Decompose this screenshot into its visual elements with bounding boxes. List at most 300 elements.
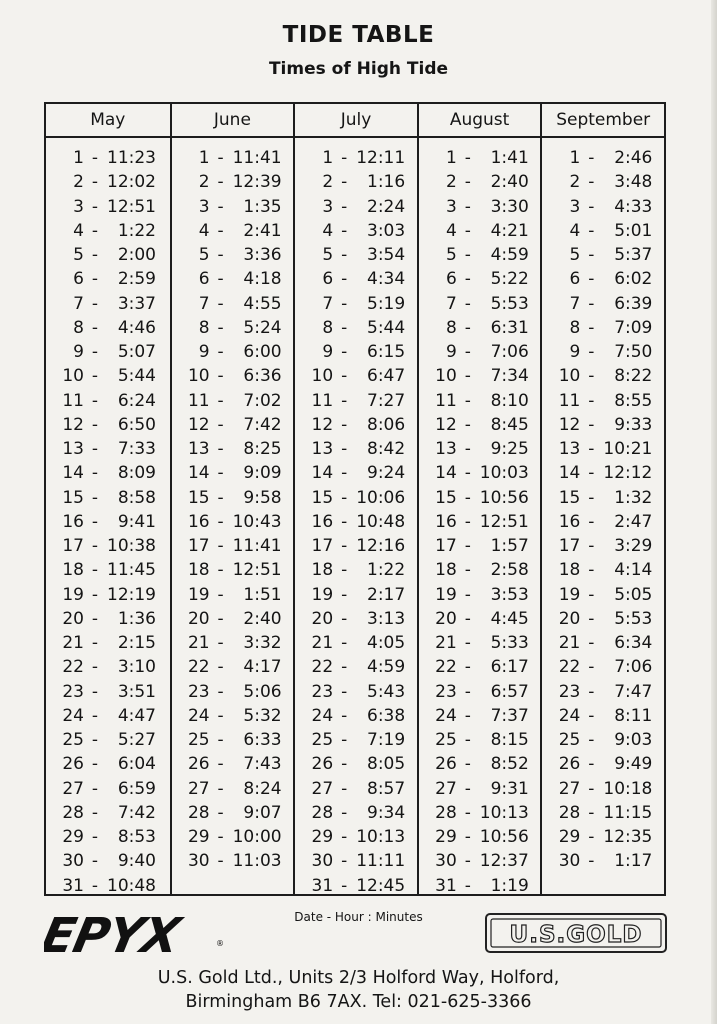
tide-time: 7:42 bbox=[243, 414, 282, 435]
tide-date: 10 bbox=[62, 366, 84, 387]
tide-time: 12:51 bbox=[479, 511, 529, 532]
tide-date: 29 bbox=[558, 827, 581, 847]
tide-time: 3:13 bbox=[367, 608, 406, 629]
tide-row bbox=[295, 680, 417, 704]
separator-dash: - bbox=[217, 439, 224, 459]
separator-dash: - bbox=[217, 148, 224, 168]
tide-row bbox=[295, 340, 417, 364]
tide-time: 12:19 bbox=[107, 584, 156, 605]
tide-date: 30 bbox=[311, 851, 334, 872]
tide-row bbox=[172, 849, 294, 873]
tide-row bbox=[172, 413, 294, 437]
tide-row bbox=[172, 267, 294, 291]
separator-dash: - bbox=[464, 633, 471, 653]
tide-row bbox=[419, 316, 541, 340]
tide-row bbox=[295, 801, 417, 825]
tide-time: 3:54 bbox=[367, 245, 406, 265]
tide-time: 6:33 bbox=[243, 730, 282, 750]
tide-date: 30 bbox=[62, 851, 84, 872]
separator-dash: - bbox=[341, 317, 348, 338]
tide-row bbox=[419, 146, 541, 170]
tide-row bbox=[172, 389, 294, 413]
tide-row bbox=[295, 389, 417, 413]
tide-row bbox=[46, 607, 170, 631]
separator-dash: - bbox=[588, 317, 595, 338]
tide-time: 10:03 bbox=[479, 463, 529, 484]
tide-time: 4:46 bbox=[117, 317, 156, 338]
separator-dash: - bbox=[341, 196, 348, 217]
tide-time: 8:06 bbox=[367, 414, 406, 435]
tide-date: 4 bbox=[73, 220, 84, 241]
tide-date: 12 bbox=[311, 414, 334, 435]
tide-row bbox=[172, 558, 294, 582]
tide-row bbox=[419, 243, 541, 267]
tide-date: 17 bbox=[435, 536, 457, 556]
tide-date: 17 bbox=[558, 536, 581, 556]
tide-date: 6 bbox=[322, 269, 334, 290]
tide-time: 7:42 bbox=[117, 802, 156, 823]
separator-dash: - bbox=[341, 220, 348, 241]
separator-dash: - bbox=[464, 560, 471, 581]
tide-date: 27 bbox=[62, 778, 84, 799]
tide-time: 8:05 bbox=[367, 754, 406, 775]
tide-row bbox=[419, 292, 541, 316]
tide-time: 7:06 bbox=[490, 342, 529, 362]
separator-dash: - bbox=[588, 633, 595, 653]
separator-dash: - bbox=[91, 414, 99, 435]
tide-time: 5:43 bbox=[367, 681, 406, 702]
tide-date: 21 bbox=[558, 633, 581, 653]
separator-dash: - bbox=[341, 148, 348, 168]
tide-date: 31 bbox=[311, 875, 334, 896]
tide-date: 14 bbox=[435, 463, 457, 484]
separator-dash: - bbox=[91, 633, 99, 653]
separator-dash: - bbox=[464, 220, 471, 241]
tide-row bbox=[419, 777, 541, 801]
tide-date: 30 bbox=[435, 851, 457, 872]
separator-dash: - bbox=[588, 681, 595, 702]
tide-date: 24 bbox=[435, 705, 457, 726]
tide-time: 8:55 bbox=[614, 390, 653, 411]
tide-time: 7:43 bbox=[243, 754, 282, 775]
tide-row bbox=[46, 558, 170, 582]
page-edge bbox=[711, 0, 717, 1024]
separator-dash: - bbox=[91, 754, 99, 775]
separator-dash: - bbox=[341, 269, 348, 290]
tide-date: 3 bbox=[73, 196, 84, 217]
tide-row bbox=[46, 461, 170, 485]
separator-dash: - bbox=[464, 511, 471, 532]
tide-time: 7:37 bbox=[490, 705, 529, 726]
tide-row bbox=[419, 195, 541, 219]
separator-dash: - bbox=[91, 681, 99, 702]
tide-time: 8:52 bbox=[490, 754, 529, 775]
tide-row bbox=[46, 195, 170, 219]
tide-time: 1:35 bbox=[243, 196, 282, 217]
month-header: June bbox=[172, 104, 294, 138]
tide-row bbox=[295, 292, 417, 316]
separator-dash: - bbox=[588, 463, 595, 484]
tide-date: 5 bbox=[569, 245, 581, 265]
tide-row bbox=[46, 752, 170, 776]
tide-time: 3:36 bbox=[243, 245, 282, 265]
tide-row bbox=[46, 655, 170, 679]
tide-time: 11:41 bbox=[232, 148, 282, 168]
separator-dash: - bbox=[217, 730, 224, 750]
tide-time: 6:02 bbox=[614, 269, 653, 290]
tide-time: 6:31 bbox=[490, 317, 529, 338]
separator-dash: - bbox=[217, 778, 224, 799]
tide-date: 14 bbox=[62, 463, 84, 484]
separator-dash: - bbox=[341, 536, 348, 556]
separator-dash: - bbox=[91, 560, 99, 581]
separator-dash: - bbox=[91, 342, 99, 362]
tide-time: 12:11 bbox=[356, 148, 406, 168]
separator-dash: - bbox=[217, 827, 224, 847]
separator-dash: - bbox=[588, 827, 595, 847]
tide-time: 3:37 bbox=[117, 293, 156, 314]
tide-time: 7:19 bbox=[367, 730, 406, 750]
tide-row bbox=[295, 607, 417, 631]
tide-row bbox=[46, 801, 170, 825]
tide-date: 16 bbox=[187, 511, 210, 532]
tide-time: 12:35 bbox=[603, 827, 653, 847]
separator-dash: - bbox=[464, 414, 471, 435]
tide-row bbox=[542, 437, 664, 461]
separator-dash: - bbox=[341, 778, 348, 799]
tide-date: 3 bbox=[445, 196, 457, 217]
tide-date: 2 bbox=[198, 172, 210, 193]
tide-time: 5:44 bbox=[117, 366, 156, 387]
separator-dash: - bbox=[217, 172, 224, 193]
separator-dash: - bbox=[217, 608, 224, 629]
separator-dash: - bbox=[588, 390, 595, 411]
tide-time: 5:33 bbox=[490, 633, 529, 653]
tide-date: 9 bbox=[322, 342, 334, 362]
tide-time: 5:44 bbox=[367, 317, 406, 338]
tide-date: 22 bbox=[62, 657, 84, 678]
tide-date: 28 bbox=[187, 802, 210, 823]
tide-date: 21 bbox=[311, 633, 334, 653]
tide-row bbox=[419, 510, 541, 534]
tide-date: 29 bbox=[435, 827, 457, 847]
separator-dash: - bbox=[217, 584, 224, 605]
tide-row bbox=[295, 655, 417, 679]
tide-time: 8:15 bbox=[490, 730, 529, 750]
separator-dash: - bbox=[341, 511, 348, 532]
separator-dash: - bbox=[464, 390, 471, 411]
tide-date: 23 bbox=[435, 681, 457, 702]
tide-row bbox=[542, 364, 664, 388]
separator-dash: - bbox=[464, 366, 471, 387]
tide-row bbox=[295, 316, 417, 340]
tide-time: 7:27 bbox=[367, 390, 406, 411]
tide-date: 4 bbox=[445, 220, 457, 241]
separator-dash: - bbox=[91, 851, 99, 872]
tide-date: 13 bbox=[558, 439, 581, 459]
separator-dash: - bbox=[588, 487, 595, 508]
tide-date: 11 bbox=[62, 390, 84, 411]
separator-dash: - bbox=[91, 220, 99, 241]
usgold-logo bbox=[484, 912, 668, 958]
tide-row bbox=[46, 340, 170, 364]
tide-date: 6 bbox=[569, 269, 581, 290]
tide-date: 2 bbox=[73, 172, 84, 193]
tide-time: 8:25 bbox=[243, 439, 282, 459]
tide-row bbox=[542, 534, 664, 558]
tide-time: 7:50 bbox=[614, 342, 653, 362]
tide-row bbox=[419, 340, 541, 364]
tide-date: 23 bbox=[62, 681, 84, 702]
tide-row bbox=[542, 655, 664, 679]
tide-row bbox=[295, 534, 417, 558]
separator-dash: - bbox=[91, 269, 99, 290]
separator-dash: - bbox=[91, 875, 99, 896]
separator-dash: - bbox=[341, 366, 348, 387]
tide-time: 5:06 bbox=[243, 681, 282, 702]
tide-time: 12:51 bbox=[232, 560, 282, 581]
tide-date: 25 bbox=[187, 730, 210, 750]
month-rows bbox=[419, 138, 541, 898]
tide-time: 9:31 bbox=[490, 778, 529, 799]
separator-dash: - bbox=[217, 414, 224, 435]
tide-date: 18 bbox=[187, 560, 210, 581]
tide-date: 11 bbox=[311, 390, 334, 411]
month-header: August bbox=[419, 104, 541, 138]
tide-date: 7 bbox=[73, 293, 84, 314]
separator-dash: - bbox=[464, 730, 471, 750]
separator-dash: - bbox=[588, 657, 595, 678]
tide-row bbox=[295, 219, 417, 243]
tide-date: 29 bbox=[311, 827, 334, 847]
tide-time: 5:32 bbox=[243, 705, 282, 726]
tide-time: 10:21 bbox=[603, 439, 653, 459]
tide-time: 10:00 bbox=[232, 827, 282, 847]
tide-date: 10 bbox=[311, 366, 334, 387]
tide-row bbox=[419, 413, 541, 437]
tide-time: 12:39 bbox=[232, 172, 282, 193]
tide-time: 5:53 bbox=[490, 293, 529, 314]
tide-time: 4:47 bbox=[117, 705, 156, 726]
tide-row bbox=[542, 607, 664, 631]
tide-row bbox=[542, 558, 664, 582]
separator-dash: - bbox=[588, 705, 595, 726]
tide-row bbox=[295, 631, 417, 655]
tide-time: 7:33 bbox=[117, 439, 156, 459]
tide-time: 1:57 bbox=[490, 536, 529, 556]
tide-date: 24 bbox=[187, 705, 210, 726]
tide-time: 8:10 bbox=[490, 390, 529, 411]
separator-dash: - bbox=[464, 875, 471, 896]
tide-time: 4:34 bbox=[367, 269, 406, 290]
separator-dash: - bbox=[217, 802, 224, 823]
separator-dash: - bbox=[464, 584, 471, 605]
tide-row bbox=[295, 267, 417, 291]
tide-table bbox=[44, 102, 666, 896]
tide-time: 11:11 bbox=[356, 851, 406, 872]
tide-time: 7:02 bbox=[243, 390, 282, 411]
tide-time: 1:22 bbox=[367, 560, 406, 581]
tide-time: 6:59 bbox=[117, 778, 156, 799]
tide-date: 3 bbox=[322, 196, 334, 217]
tide-time: 6:34 bbox=[614, 633, 653, 653]
separator-dash: - bbox=[341, 875, 348, 896]
tide-time: 4:59 bbox=[490, 245, 529, 265]
tide-date: 3 bbox=[569, 196, 581, 217]
month-rows bbox=[542, 138, 664, 874]
tide-row bbox=[46, 486, 170, 510]
tide-row bbox=[419, 631, 541, 655]
tide-date: 27 bbox=[311, 778, 334, 799]
tide-row bbox=[46, 170, 170, 194]
tide-date: 20 bbox=[187, 608, 210, 629]
separator-dash: - bbox=[217, 705, 224, 726]
tide-date: 18 bbox=[311, 560, 334, 581]
tide-date: 8 bbox=[198, 317, 210, 338]
separator-dash: - bbox=[217, 196, 224, 217]
tide-time: 6:24 bbox=[117, 390, 156, 411]
separator-dash: - bbox=[588, 536, 595, 556]
tide-date: 25 bbox=[558, 730, 581, 750]
tide-date: 4 bbox=[198, 220, 210, 241]
month-header: May bbox=[46, 104, 170, 138]
tide-row bbox=[46, 680, 170, 704]
tide-date: 30 bbox=[558, 851, 581, 872]
tide-row bbox=[46, 777, 170, 801]
tide-row bbox=[295, 486, 417, 510]
tide-date: 2 bbox=[445, 172, 457, 193]
tide-date: 15 bbox=[187, 487, 210, 508]
tide-time: 5:01 bbox=[614, 220, 653, 241]
separator-dash: - bbox=[341, 657, 348, 678]
tide-date: 15 bbox=[311, 487, 334, 508]
tide-date: 16 bbox=[558, 511, 581, 532]
tide-time: 2:17 bbox=[367, 584, 406, 605]
tide-row bbox=[295, 752, 417, 776]
tide-row bbox=[295, 728, 417, 752]
tide-row bbox=[419, 607, 541, 631]
separator-dash: - bbox=[464, 536, 471, 556]
tide-row bbox=[542, 849, 664, 873]
separator-dash: - bbox=[91, 148, 99, 168]
separator-dash: - bbox=[341, 245, 348, 265]
tide-row bbox=[172, 680, 294, 704]
tide-row bbox=[295, 510, 417, 534]
tide-row bbox=[542, 389, 664, 413]
tide-time: 1:19 bbox=[490, 875, 529, 896]
tide-time: 2:59 bbox=[117, 269, 156, 290]
registered-mark: ® bbox=[216, 939, 224, 948]
separator-dash: - bbox=[588, 293, 595, 314]
tide-date: 10 bbox=[435, 366, 457, 387]
tide-date: 25 bbox=[435, 730, 457, 750]
tide-row bbox=[542, 728, 664, 752]
tide-time: 2:00 bbox=[117, 245, 156, 265]
tide-time: 10:43 bbox=[232, 511, 282, 532]
tide-date: 27 bbox=[558, 778, 581, 799]
separator-dash: - bbox=[91, 172, 99, 193]
tide-row bbox=[419, 170, 541, 194]
separator-dash: - bbox=[217, 851, 224, 872]
tide-date: 13 bbox=[62, 439, 84, 459]
separator-dash: - bbox=[464, 705, 471, 726]
tide-time: 6:36 bbox=[243, 366, 282, 387]
tide-time: 3:51 bbox=[117, 681, 156, 702]
separator-dash: - bbox=[588, 511, 595, 532]
tide-date: 5 bbox=[322, 245, 334, 265]
tide-date: 20 bbox=[62, 608, 84, 629]
tide-row bbox=[172, 170, 294, 194]
month-column-august bbox=[417, 104, 541, 894]
tide-row bbox=[419, 558, 541, 582]
tide-row bbox=[172, 752, 294, 776]
tide-row bbox=[172, 801, 294, 825]
tide-row bbox=[295, 704, 417, 728]
separator-dash: - bbox=[341, 827, 348, 847]
separator-dash: - bbox=[341, 608, 348, 629]
tide-row bbox=[46, 510, 170, 534]
tide-date: 22 bbox=[187, 657, 210, 678]
tide-time: 2:41 bbox=[243, 220, 282, 241]
tide-time: 8:11 bbox=[614, 705, 653, 726]
separator-dash: - bbox=[217, 220, 224, 241]
tide-date: 8 bbox=[569, 317, 581, 338]
tide-row bbox=[542, 801, 664, 825]
separator-dash: - bbox=[91, 487, 99, 508]
separator-dash: - bbox=[464, 463, 471, 484]
tide-date: 1 bbox=[198, 148, 210, 168]
tide-row bbox=[542, 267, 664, 291]
tide-time: 2:40 bbox=[490, 172, 529, 193]
tide-time: 10:13 bbox=[479, 802, 529, 823]
tide-time: 2:58 bbox=[490, 560, 529, 581]
separator-dash: - bbox=[91, 778, 99, 799]
month-column-july bbox=[293, 104, 417, 894]
tide-date: 19 bbox=[558, 584, 581, 605]
separator-dash: - bbox=[217, 754, 224, 775]
separator-dash: - bbox=[217, 536, 224, 556]
tide-time: 9:41 bbox=[117, 511, 156, 532]
tide-row bbox=[419, 486, 541, 510]
tide-row bbox=[542, 583, 664, 607]
separator-dash: - bbox=[341, 414, 348, 435]
tide-row bbox=[46, 534, 170, 558]
separator-dash: - bbox=[588, 269, 595, 290]
tide-date: 7 bbox=[445, 293, 457, 314]
tide-row bbox=[419, 534, 541, 558]
separator-dash: - bbox=[341, 705, 348, 726]
tide-row bbox=[419, 389, 541, 413]
separator-dash: - bbox=[217, 317, 224, 338]
tide-date: 14 bbox=[187, 463, 210, 484]
tide-row bbox=[172, 292, 294, 316]
separator-dash: - bbox=[91, 439, 99, 459]
tide-row bbox=[542, 170, 664, 194]
tide-date: 13 bbox=[311, 439, 334, 459]
tide-row bbox=[46, 874, 170, 898]
tide-row bbox=[542, 195, 664, 219]
tide-row bbox=[419, 680, 541, 704]
tide-row bbox=[172, 243, 294, 267]
tide-time: 10:48 bbox=[356, 511, 406, 532]
tide-row bbox=[419, 874, 541, 898]
month-rows bbox=[295, 138, 417, 898]
tide-date: 8 bbox=[73, 317, 84, 338]
separator-dash: - bbox=[217, 293, 224, 314]
separator-dash: - bbox=[588, 414, 595, 435]
separator-dash: - bbox=[588, 802, 595, 823]
tide-date: 19 bbox=[62, 584, 84, 605]
